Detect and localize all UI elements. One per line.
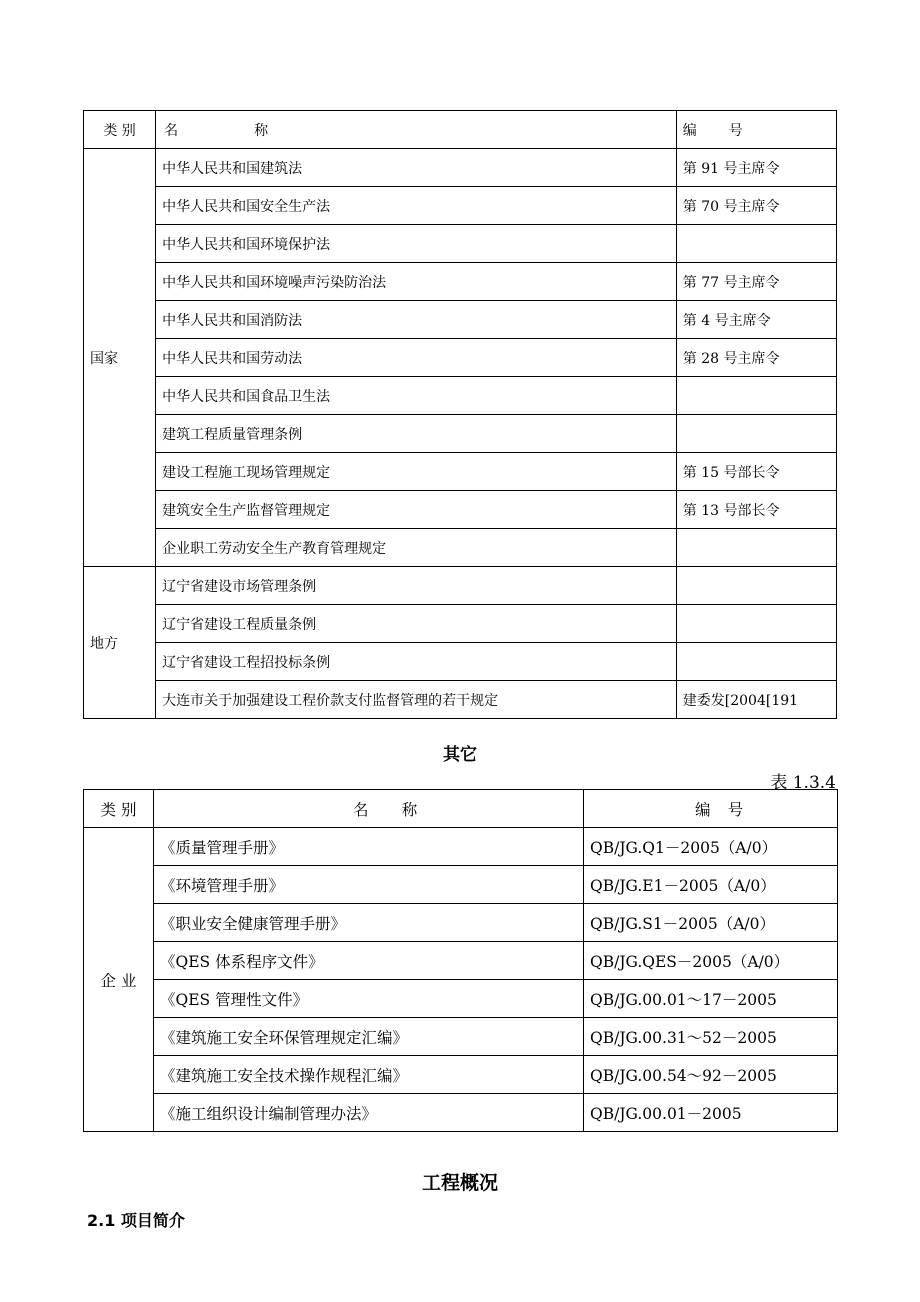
table-row [84, 1018, 838, 1056]
header-name-a: 名 [164, 122, 179, 139]
header-category: 类 别 [84, 111, 156, 149]
table-row [84, 187, 837, 225]
table-row [84, 491, 837, 529]
regulation-number-cell [676, 567, 836, 605]
document-number-cell: QB/JG.00.01－2005 [584, 1094, 838, 1132]
document-number-cell: QB/JG.00.31～52－2005 [584, 1018, 838, 1056]
regulations-table-body [84, 111, 837, 719]
document-name-cell: 《质量管理手册》 [154, 828, 584, 866]
header-name [154, 790, 584, 828]
category-cell: 国家 [84, 149, 156, 567]
table-row [84, 1094, 838, 1132]
document-name-cell: 《职业安全健康管理手册》 [154, 904, 584, 942]
regulation-number-cell: 第 77 号主席令 [676, 263, 836, 301]
regulation-name-cell: 辽宁省建设工程招投标条例 [156, 643, 677, 681]
header-name [156, 111, 677, 149]
section-heading-project-intro: 2.1 项目简介 [87, 1211, 185, 1230]
table-row [84, 453, 837, 491]
header-number-b: 号 [727, 800, 744, 819]
regulation-name-cell: 辽宁省建设市场管理条例 [156, 567, 677, 605]
regulation-name-cell: 建设工程施工现场管理规定 [156, 453, 677, 491]
regulation-number-cell: 第 15 号部长令 [676, 453, 836, 491]
regulation-number-cell: 第 13 号部长令 [676, 491, 836, 529]
section-title-other: 其它 [443, 745, 477, 765]
table-row [84, 225, 837, 263]
table-header-row [84, 111, 837, 149]
header-name-a: 名 [352, 800, 369, 819]
header-number-b: 号 [728, 122, 743, 139]
document-name-cell: 《QES 管理性文件》 [154, 980, 584, 1018]
table-row [84, 942, 838, 980]
header-number-a: 编 [682, 122, 697, 139]
regulation-name-cell: 中华人民共和国消防法 [156, 301, 677, 339]
document-number-cell: QB/JG.00.54～92－2005 [584, 1056, 838, 1094]
header-name-b: 称 [254, 122, 269, 139]
regulation-name-cell: 大连市关于加强建设工程价款支付监督管理的若干规定 [156, 681, 677, 719]
regulation-name-cell: 中华人民共和国环境保护法 [156, 225, 677, 263]
table-row [84, 1056, 838, 1094]
table-row [84, 567, 837, 605]
header-category: 类 别 [84, 790, 154, 828]
table-row [84, 263, 837, 301]
table-row [84, 643, 837, 681]
document-name-cell: 《施工组织设计编制管理办法》 [154, 1094, 584, 1132]
regulation-name-cell: 中华人民共和国食品卫生法 [156, 377, 677, 415]
regulation-name-cell: 中华人民共和国环境噪声污染防治法 [156, 263, 677, 301]
header-number [676, 111, 836, 149]
regulation-number-cell [676, 225, 836, 263]
regulation-number-cell [676, 643, 836, 681]
table-row [84, 301, 837, 339]
regulation-name-cell: 建筑安全生产监督管理规定 [156, 491, 677, 529]
table-row [84, 866, 838, 904]
regulation-name-cell: 中华人民共和国建筑法 [156, 149, 677, 187]
table-row [84, 904, 838, 942]
regulations-table [83, 110, 837, 719]
regulation-name-cell: 建筑工程质量管理条例 [156, 415, 677, 453]
document-number-cell: QB/JG.S1－2005（A/0） [584, 904, 838, 942]
section-title-overview: 工程概况 [421, 1172, 498, 1194]
enterprise-documents-table [83, 789, 838, 1132]
table-row [84, 605, 837, 643]
document-number-cell: QB/JG.00.01～17－2005 [584, 980, 838, 1018]
document-number-cell: QB/JG.E1－2005（A/0） [584, 866, 838, 904]
table-row [84, 828, 838, 866]
table-row [84, 415, 837, 453]
table-header-row [84, 790, 838, 828]
table-row [84, 377, 837, 415]
table-row [84, 149, 837, 187]
regulation-number-cell: 第 4 号主席令 [676, 301, 836, 339]
regulation-number-cell: 建委发[2004[191 [676, 681, 836, 719]
regulation-number-cell [676, 415, 836, 453]
table-row [84, 339, 837, 377]
category-cell: 地方 [84, 567, 156, 719]
document-name-cell: 《建筑施工安全环保管理规定汇编》 [154, 1018, 584, 1056]
document-number-cell: QB/JG.QES－2005（A/0） [584, 942, 838, 980]
table-row [84, 980, 838, 1018]
regulation-name-cell: 中华人民共和国安全生产法 [156, 187, 677, 225]
regulation-number-cell [676, 377, 836, 415]
regulation-name-cell: 企业职工劳动安全生产教育管理规定 [156, 529, 677, 567]
table-label: 表 1.3.4 [770, 773, 836, 793]
table-row [84, 681, 837, 719]
regulation-name-cell: 辽宁省建设工程质量条例 [156, 605, 677, 643]
table-row [84, 529, 837, 567]
document-name-cell: 《环境管理手册》 [154, 866, 584, 904]
regulation-number-cell: 第 28 号主席令 [676, 339, 836, 377]
document-name-cell: 《QES 体系程序文件》 [154, 942, 584, 980]
regulation-number-cell: 第 91 号主席令 [676, 149, 836, 187]
regulation-name-cell: 中华人民共和国劳动法 [156, 339, 677, 377]
regulation-number-cell: 第 70 号主席令 [676, 187, 836, 225]
regulation-number-cell [676, 605, 836, 643]
header-name-b: 称 [401, 800, 418, 819]
enterprise-documents-table-body [84, 790, 838, 1132]
header-number [584, 790, 838, 828]
category-cell: 企 业 [84, 828, 154, 1132]
regulation-number-cell [676, 529, 836, 567]
header-number-a: 编 [694, 800, 711, 819]
document-number-cell: QB/JG.Q1－2005（A/0） [584, 828, 838, 866]
document-name-cell: 《建筑施工安全技术操作规程汇编》 [154, 1056, 584, 1094]
